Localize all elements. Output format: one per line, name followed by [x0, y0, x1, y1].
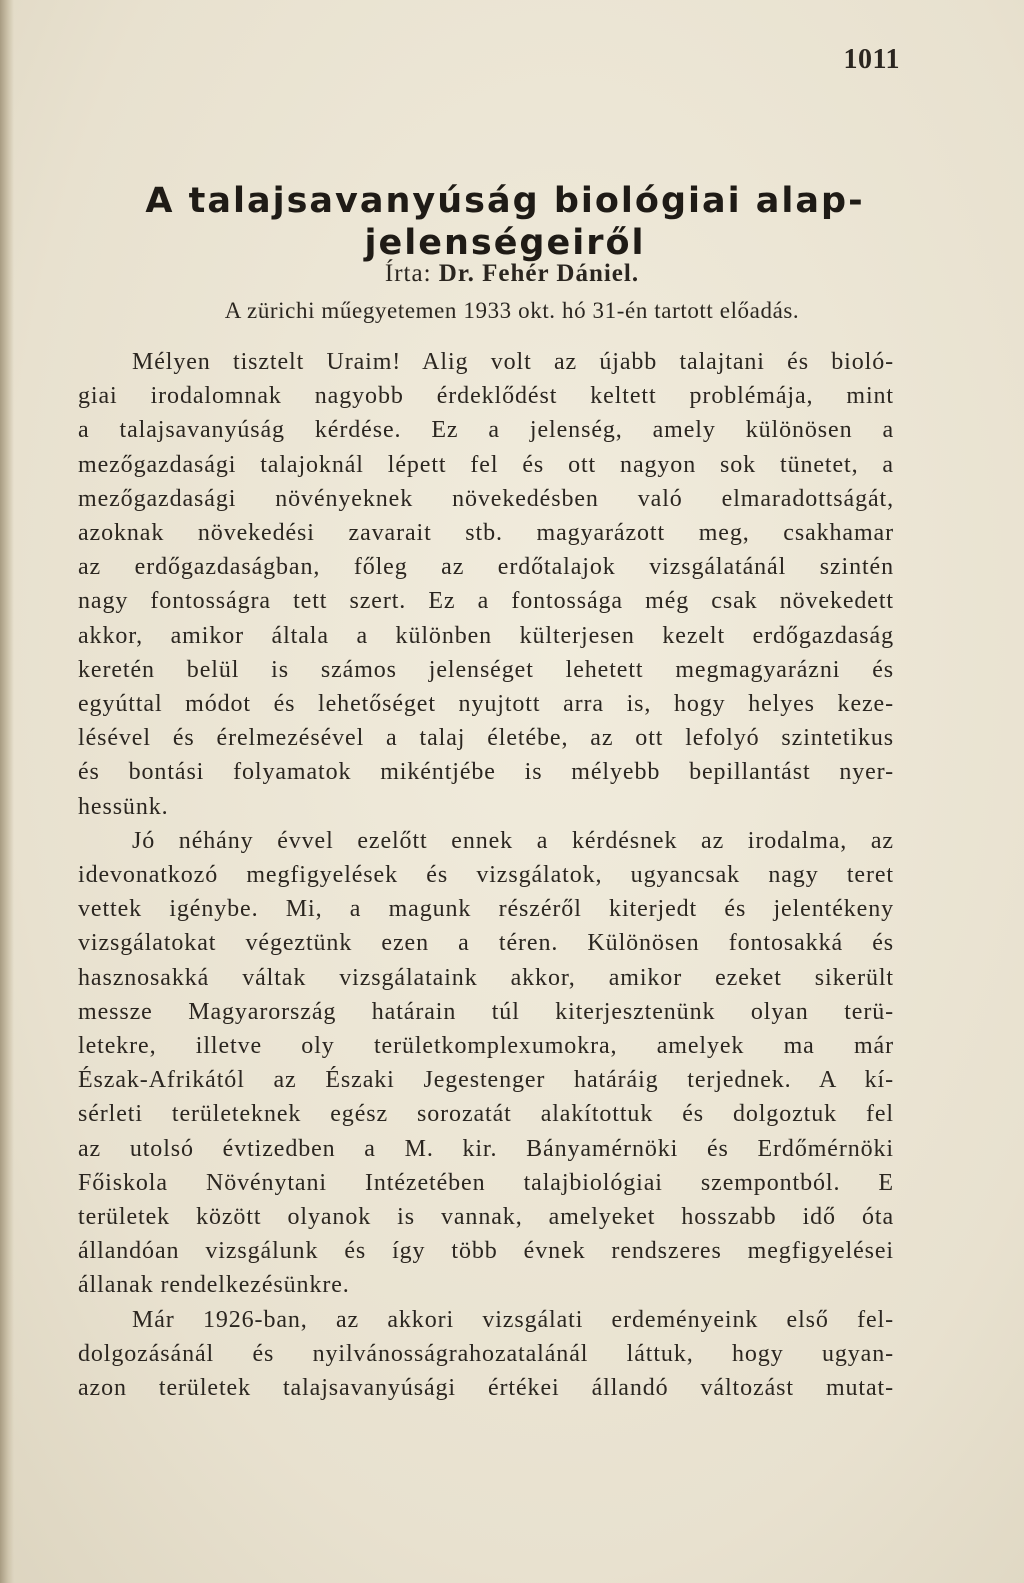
text-line: idevonatkozó megfigyelések és vizsgálatok, ugyancsak nagy teret	[78, 862, 894, 889]
paragraph	[78, 824, 894, 1303]
text-line: dolgozásánál és nyilvánosságrahozatalánál láttuk, hogy ugyan-	[78, 1340, 894, 1367]
text-line: sérleti területeknek egész sorozatát alakítottuk és dolgoztuk fel	[78, 1101, 894, 1128]
text-line: Észak-Afrikától az Északi Jegestenger határáig terjednek. A kí-	[78, 1067, 894, 1094]
text-line: területek között olyanok is vannak, amelyeket hosszabb idő óta	[78, 1204, 894, 1231]
text-line: mezőgazdasági növényeknek növekedésben való elmaradottságát,	[78, 485, 894, 512]
text-line: vettek igénybe. Mi, a magunk részéről kiterjedt és jelentékeny	[78, 896, 894, 923]
text-line: és bontási folyamatok mikéntjébe is mélyebb bepillantást nyer-	[78, 759, 894, 786]
title-line: jelenségeiről	[364, 223, 646, 263]
text-line: azon területek talajsavanyúsági értékei állandó változást mutat-	[78, 1375, 894, 1402]
text-line: egyúttal módot és lehetőséget nyujtott arra is, hogy helyes keze-	[78, 691, 894, 718]
text-line: azoknak növekedési zavarait stb. magyarázott meg, csakhamar	[78, 520, 894, 547]
text-line: Főiskola Növénytani Intézetében talajbiológiai szempontból. E	[78, 1169, 894, 1196]
text-line: az erdőgazdaságban, főleg az erdőtalajok vizsgálatánál szintén	[78, 554, 894, 581]
text-line: Jó néhány évvel ezelőtt ennek a kérdésnek az irodalma, az	[132, 827, 894, 854]
text-line: az utolsó évtizedben a M. kir. Bányamérnöki és Erdőmérnöki	[78, 1135, 894, 1162]
text-line: mezőgazdasági talajoknál lépett fel és ott nagyon sok tünetet, a	[78, 451, 894, 478]
text-line: akkor, amikor általa a különben külterjesen kezelt erdőgazdaság	[78, 622, 894, 649]
text-line: hasznosakká váltak vizsgálataink akkor, amikor ezeket sikerült	[78, 964, 894, 991]
text-line: Mélyen tisztelt Uraim! Alig volt az újabb talajtani és bioló-	[132, 349, 894, 375]
text-line: giai irodalomnak nagyobb érdeklődést keltett problémája, mint	[78, 383, 894, 410]
paragraph	[78, 1303, 894, 1406]
lecture-subtitle: A zürichi műegyetemen 1933 okt. hó 31-én tartott előadás.	[224, 298, 800, 323]
text-line: állanak rendelkezésünkre.	[78, 1272, 350, 1299]
paragraph	[78, 345, 894, 824]
text-line: Már 1926-ban, az akkori vizsgálati erdeményeink első fel-	[132, 1306, 894, 1333]
page-number: 1011	[843, 44, 900, 75]
article-body	[78, 345, 894, 1405]
text-line: messze Magyarország határain túl kiterjesztenünk olyan terü-	[78, 998, 894, 1025]
text-line: keretén belül is számos jelenséget lehetett megmagyarázni és	[78, 656, 894, 683]
author-name: Dr. Fehér Dániel.	[438, 260, 640, 287]
text-line: a talajsavanyúság kérdése. Ez a jelenség, amely különösen a	[78, 417, 894, 444]
author-prefix: Írta:	[384, 260, 432, 287]
page-binding-edge	[0, 0, 14, 1583]
text-line: állandóan vizsgálunk és így több évnek rendszeres megfigyelései	[78, 1238, 894, 1265]
text-line: lésével és érelmezésével a talaj életébe, az ott lefolyó szintetikus	[78, 725, 894, 752]
text-line: vizsgálatokat végeztünk ezen a téren. Különösen fontosakká és	[78, 930, 894, 957]
text-line: hessünk.	[78, 793, 169, 820]
title-line: A talajsavanyúság biológiai alap-	[145, 181, 865, 221]
text-line: nagy fontosságra tett szert. Ez a fontossága még csak növekedett	[78, 588, 894, 615]
text-line: letekre, illetve oly területkomplexumokra, amelyek ma már	[78, 1033, 894, 1060]
author-line	[0, 260, 1024, 288]
article-title	[130, 180, 880, 264]
